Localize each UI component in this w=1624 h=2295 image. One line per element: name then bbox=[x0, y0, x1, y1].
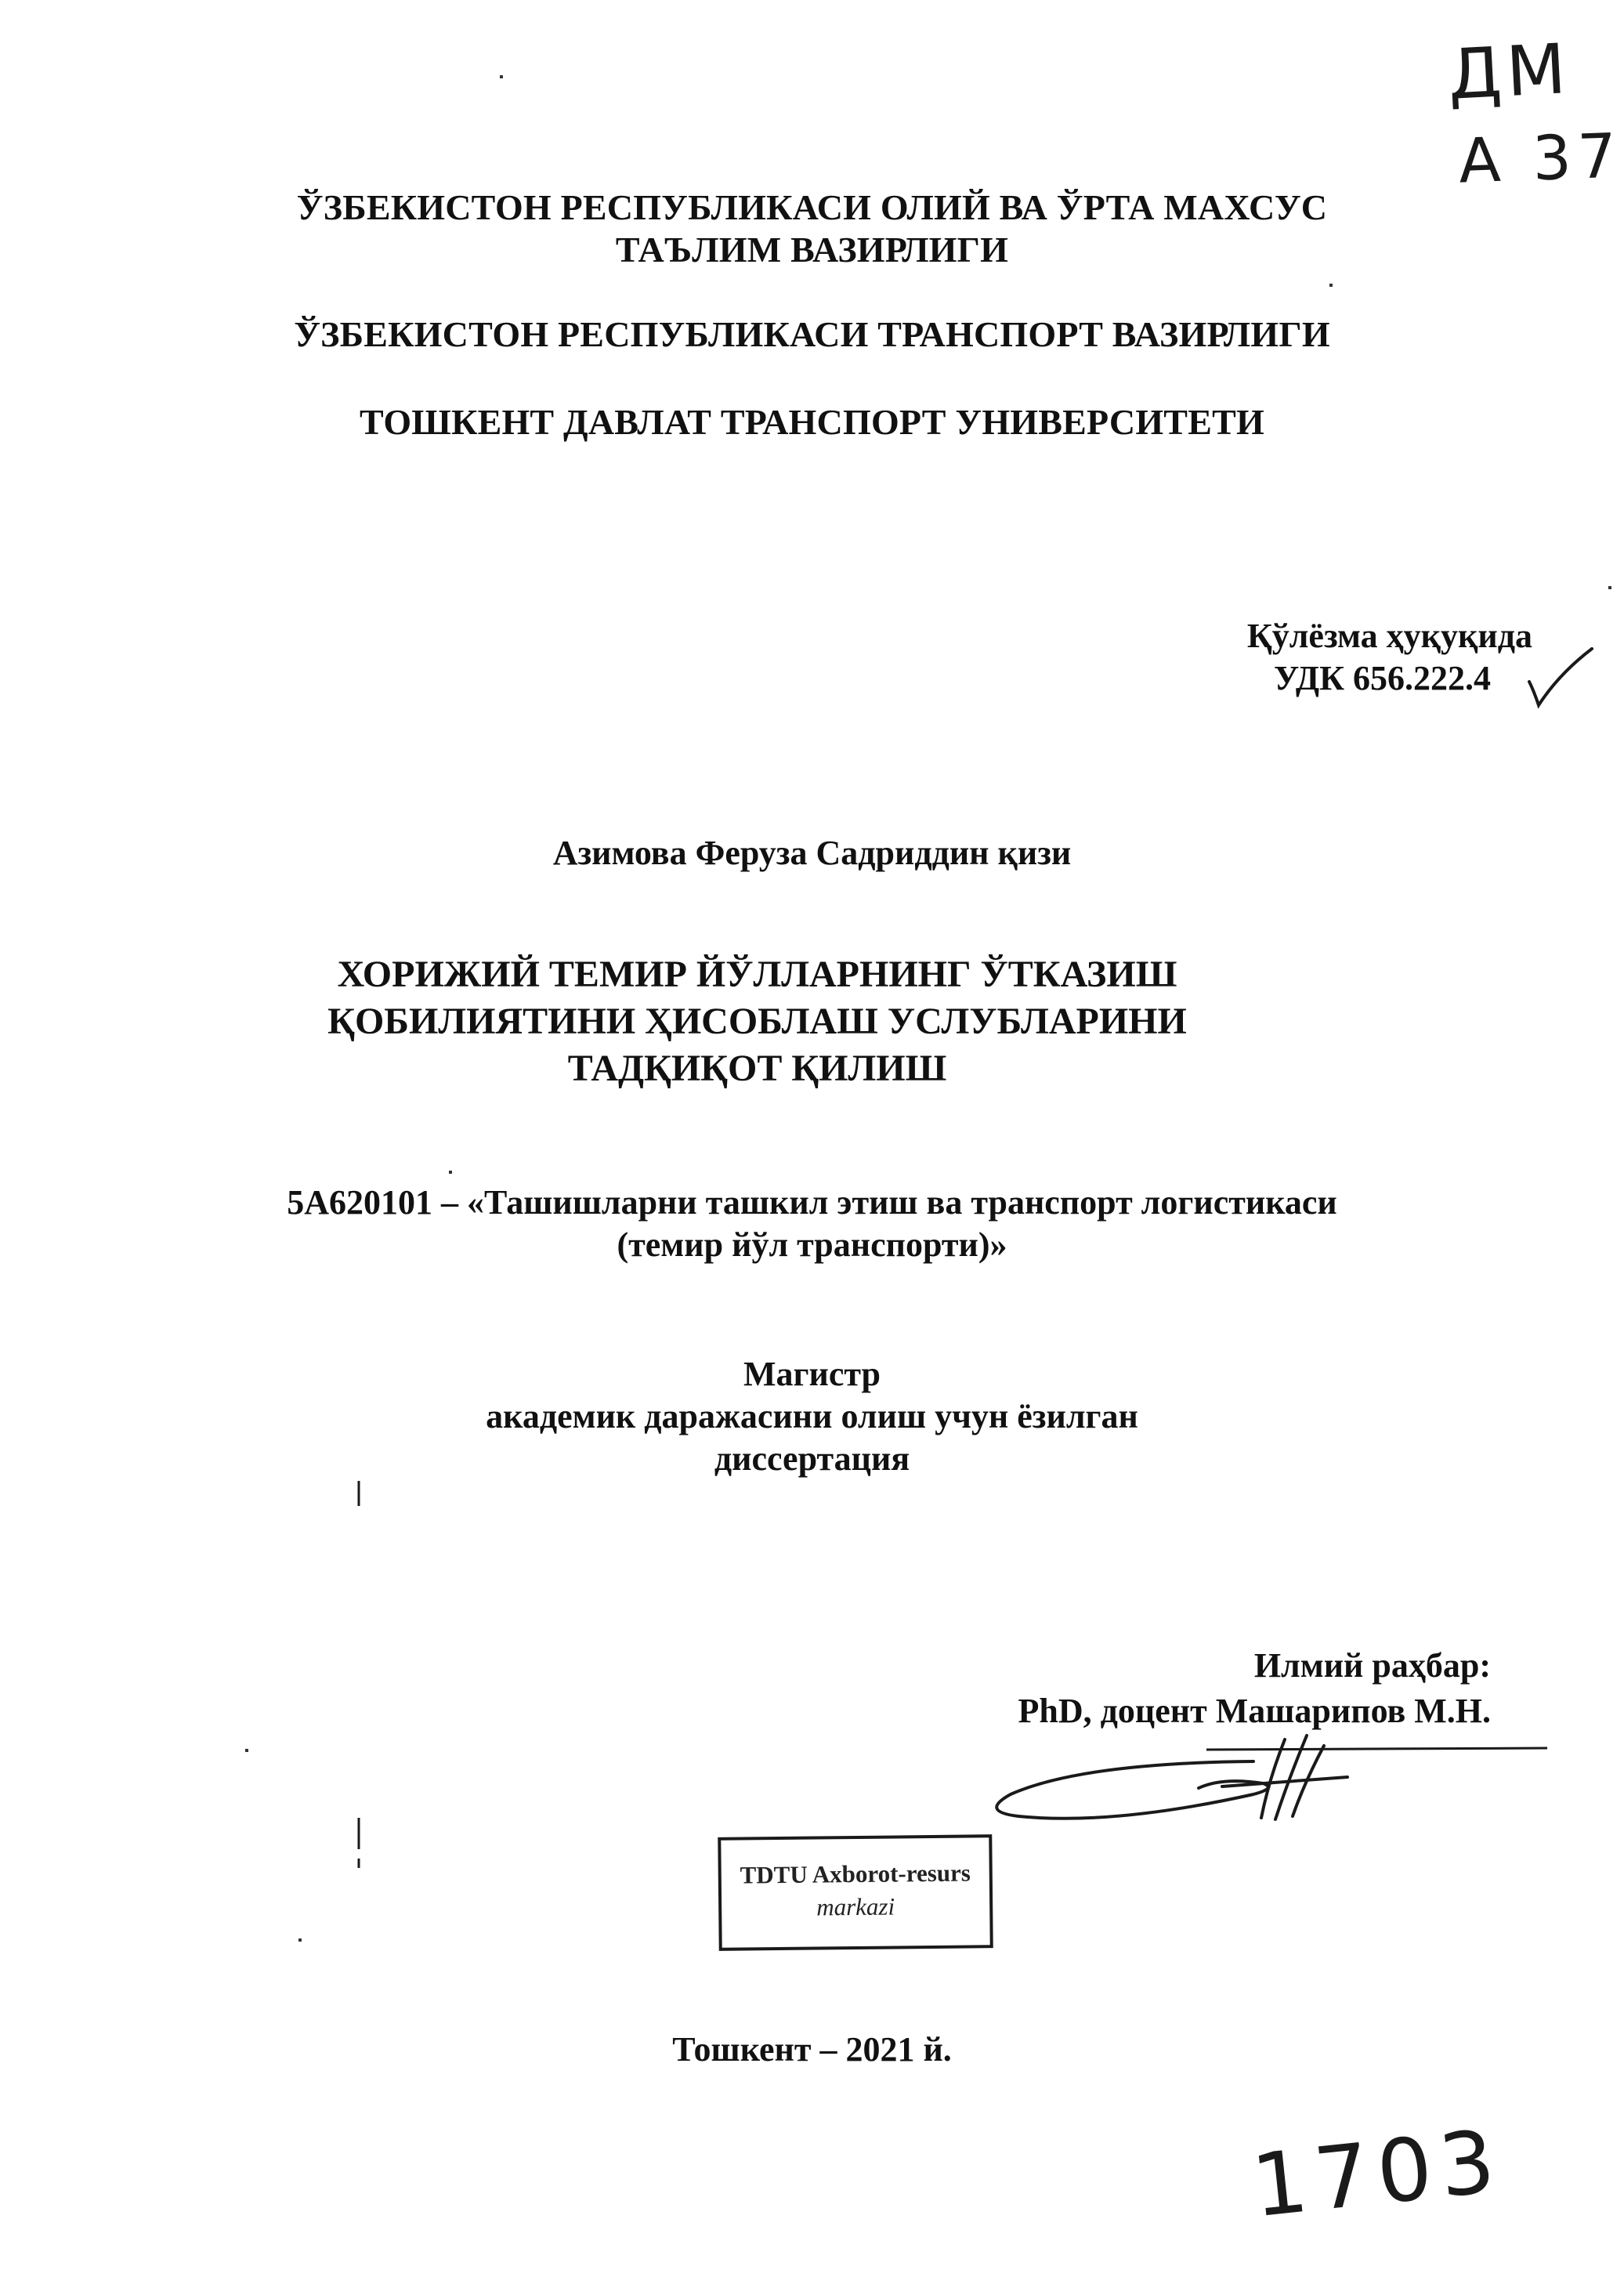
thesis-title-line-3: ТАДҚИҚОТ ҚИЛИШ bbox=[567, 1048, 947, 1089]
handwritten-code-top: ДМ bbox=[1445, 27, 1573, 116]
udc-code: УДК 656.222.4 bbox=[1273, 659, 1491, 697]
check-mark-icon bbox=[1529, 649, 1592, 705]
scan-speck bbox=[245, 1749, 248, 1752]
specialty-line-2: (темир йўл транспорти)» bbox=[617, 1225, 1007, 1264]
ministry-line-2: ТАЪЛИМ ВАЗИРЛИГИ bbox=[615, 230, 1009, 270]
university-name: ТОШКЕНТ ДАВЛАТ ТРАНСПОРТ УНИВЕРСИТЕТИ bbox=[360, 402, 1264, 442]
scan-speck bbox=[500, 75, 503, 78]
city-year: Тошкент – 2021 й. bbox=[672, 2030, 952, 2069]
scan-speck bbox=[298, 1938, 302, 1942]
degree-line-1: Магистр bbox=[743, 1355, 881, 1393]
stamp-line-1: TDTU Axborot-resurs bbox=[740, 1859, 971, 1889]
thesis-title-line-1: ХОРИЖИЙ ТЕМИР ЙЎЛЛАРНИНГ ЎТКАЗИШ bbox=[337, 954, 1177, 995]
degree-line-2: академик даражасини олиш учун ёзилган bbox=[486, 1397, 1138, 1435]
supervisor-label: Илмий раҳбар: bbox=[1253, 1646, 1491, 1685]
handwritten-code-bottom: А 37 bbox=[1457, 121, 1624, 197]
handwritten-number: 1703 bbox=[1247, 2110, 1507, 2237]
scan-speck bbox=[1329, 284, 1333, 287]
manuscript-rights: Қўлёзма ҳуқуқида bbox=[1246, 617, 1532, 655]
ministry-line-1: ЎЗБЕКИСТОН РЕСПУБЛИКАСИ ОЛИЙ ВА ЎРТА МАХСУС bbox=[296, 187, 1328, 227]
thesis-title-line-2: ҚОБИЛИЯТИНИ ҲИСОБЛАШ УСЛУБЛАРИНИ bbox=[327, 1001, 1187, 1042]
supervisor-name: PhD, доцент Машарипов М.Н. bbox=[1018, 1692, 1491, 1730]
signature-underline bbox=[1206, 1748, 1547, 1750]
stamp-line-2: markazi bbox=[816, 1892, 895, 1921]
degree-line-3: диссертация bbox=[714, 1439, 910, 1478]
scan-speck bbox=[449, 1171, 452, 1174]
scan-speck bbox=[1608, 586, 1611, 589]
specialty-line-1: 5A620101 – «Ташишларни ташкил этиш ва транспорт логистикаси bbox=[287, 1183, 1337, 1222]
author-name: Азимова Феруза Садриддин қизи bbox=[552, 834, 1072, 872]
transport-ministry: ЎЗБЕКИСТОН РЕСПУБЛИКАСИ ТРАНСПОРТ ВАЗИРЛИГИ bbox=[294, 314, 1330, 354]
